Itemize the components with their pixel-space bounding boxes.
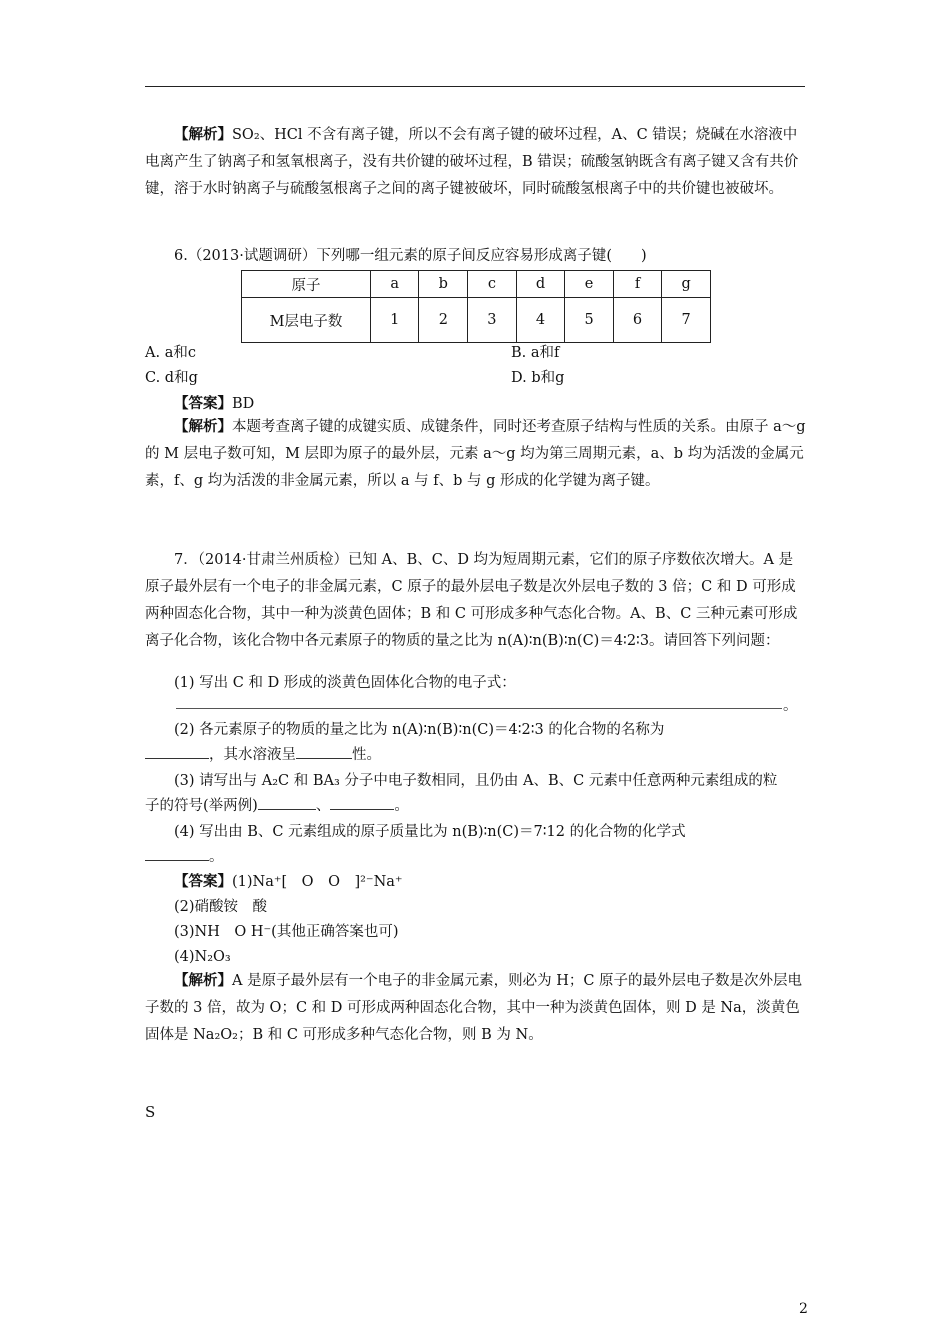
table-cell: 1 (371, 298, 419, 343)
answer-text: (1)Na⁺[ O O ]²⁻Na⁺ (232, 874, 403, 890)
table-cell: 7 (662, 298, 711, 343)
analysis-text: SO₂、HCl 不含有离子键，所以不会有离子键的破坏过程，A、C 错误；烧碱在水溶液中电离产生了钠离子和氢氧根离子，没有共价键的破坏过程，B 错误；硫酸氢钠既含有离子键又含有共价键，溶于水时钠离子与硫酸氢根离子之间的离子键被破坏，同时硫酸氢根离子中的共价键也被破坏。 (145, 127, 799, 197)
answer-text: BD (232, 396, 255, 412)
text-fragment: 、 (315, 798, 331, 814)
q7-sub3-cont (145, 795, 409, 817)
analysis-label: 【解析】 (174, 972, 232, 989)
option-d: D. b和g (511, 370, 565, 386)
electron-table (241, 270, 711, 343)
table-row (242, 298, 711, 343)
option-b: B. a和f (511, 345, 560, 361)
sub1-period: 。 (783, 698, 798, 714)
table-cell: 原子 (242, 271, 371, 298)
blank (258, 795, 316, 810)
stray-letter: S (145, 1103, 156, 1121)
answer-label: 【答案】 (174, 395, 232, 412)
table-cell: 3 (468, 298, 516, 343)
blank (145, 846, 209, 861)
q7-sub1: (1) 写出 C 和 D 形成的淡黄色固体化合物的电子式： (174, 675, 516, 691)
q7-answer-3: (3)NH O H⁻(其他正确答案也可) (174, 924, 399, 940)
option-c: C. d和g (145, 370, 198, 386)
option-a: A. a和c (145, 345, 196, 361)
q7-sub4-cont (145, 846, 224, 868)
q7-sub4: (4) 写出由 B、C 元素组成的原子质量比为 n(B)∶n(C)＝7∶12 的化合物的化学式 (174, 824, 686, 840)
q6-stem: 6.（2013·试题调研）下列哪一组元素的原子间反应容易形成离子键( ) (174, 248, 647, 264)
blank (296, 744, 352, 759)
blank (145, 744, 209, 759)
text-fragment: ，其水溶液呈 (209, 747, 296, 763)
text-fragment: 子的符号(举两例) (145, 798, 258, 814)
table-cell: 5 (565, 298, 613, 343)
q7-answer-2: (2)硝酸铵 酸 (174, 899, 268, 915)
text-fragment: 。 (209, 849, 224, 865)
table-cell: a (371, 271, 419, 298)
header-rule (145, 86, 805, 87)
table-cell: 6 (613, 298, 661, 343)
blank (330, 795, 394, 810)
analysis-text: 本题考查离子键的成键实质、成键条件，同时还考查原子结构与性质的关系。由原子 a～g 的 M 层电子数可知，M 层即为原子的最外层，元素 a～g 均为第三周期元素，a、b 均为活泼的金属元素，f、g 均为活泼的非金属元素，所以 a 与 f、b 与 g 形成的化学键为离子键。 (145, 419, 806, 489)
analysis-text: A 是原子最外层有一个电子的非金属元素，则必为 H；C 原子的最外层电子数是次外层电子数的 3 倍，故为 O；C 和 D 可形成两种固态化合物，其中一种为淡黄色固体，则 D 是 Na，淡黄色固体是 Na₂O₂；B 和 C 可形成多种气态化合物，则 B 为 N。 (145, 973, 803, 1043)
analysis-label: 【解析】 (174, 418, 232, 435)
q7-sub3: (3) 请写出与 A₂C 和 BA₃ 分子中电子数相同，且仍由 A、B、C 元素中任意两种元素组成的粒 (174, 773, 778, 789)
q7-sub2: (2) 各元素原子的物质的量之比为 n(A)∶n(B)∶n(C)＝4∶2∶3 的化合物的名称为 (174, 722, 665, 738)
table-cell: e (565, 271, 613, 298)
table-cell: f (613, 271, 661, 298)
text-fragment: 性。 (352, 747, 381, 763)
table-cell: 4 (516, 298, 565, 343)
q6-analysis (145, 413, 807, 495)
table-cell: M层电子数 (242, 298, 371, 343)
analysis-label: 【解析】 (174, 126, 232, 143)
table-header-row (242, 271, 711, 298)
q7-stem: 7．（2014·甘肃兰州质检）已知 A、B、C、D 均为短周期元素，它们的原子序数依次增大。A 是原子最外层有一个电子的非金属元素，C 原子的最外层电子数是次外层电子数的 3 倍；C 和 D 可形成两种固态化合物，其中一种为淡黄色固体；B 和 C 可形成多种气态化合物。A、B、C 三种元素可形成离子化合物，该化合物中各元素原子的物质的量之比为 n(A)∶n(B)∶n(C)＝4∶2∶3。请回答下列问题： (145, 552, 798, 649)
answer-label: 【答案】 (174, 873, 232, 890)
table-cell: c (468, 271, 516, 298)
table-cell: g (662, 271, 711, 298)
q7-analysis (145, 967, 807, 1049)
q7-answer (174, 871, 403, 893)
q7-sub2-cont (145, 744, 381, 766)
page-number: 2 (799, 1301, 808, 1317)
answer-blank-line (176, 708, 782, 709)
q6-answer (174, 393, 254, 415)
text-fragment: 。 (394, 798, 409, 814)
q7-answer-4: (4)N₂O₃ (174, 949, 231, 965)
q5-analysis (145, 121, 807, 203)
table-cell: 2 (419, 298, 468, 343)
table-cell: d (516, 271, 565, 298)
table-cell: b (419, 271, 468, 298)
